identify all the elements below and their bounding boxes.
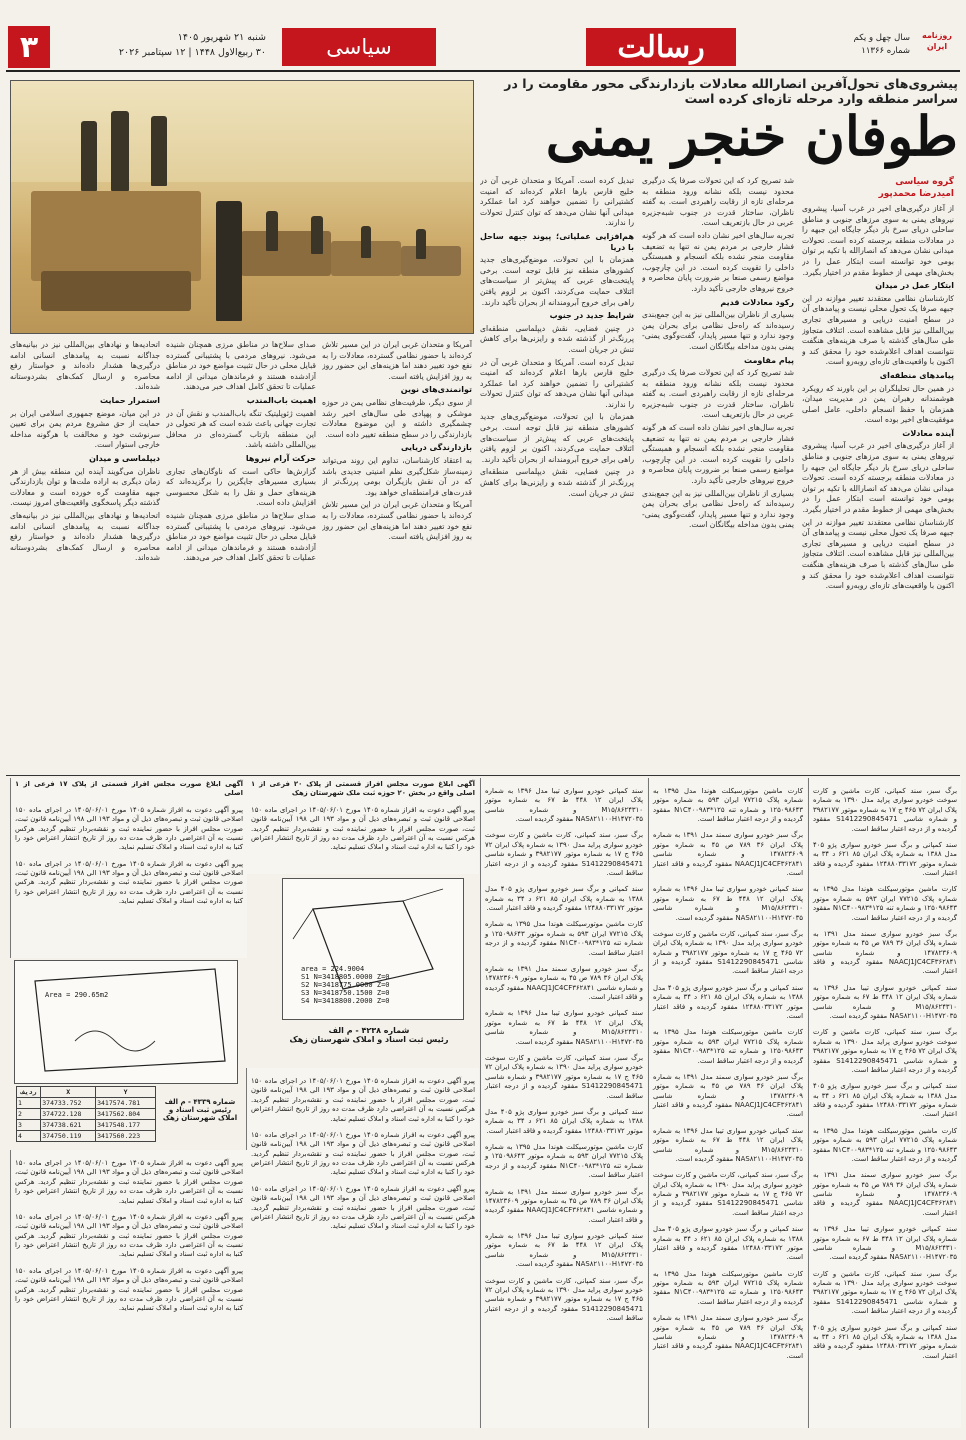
table-cell: 3417574.781 bbox=[96, 1098, 156, 1109]
lost-doc-item: برگ سبز خودرو سواری سمند مدل ۱۳۹۱ به شماره پلاک ایران ۳۶ ۷۸۹ ص ۴۵ به شماره موتور ۱۴۷۸۲۳۶۰۹ و شماره شاسی NAACJ1JC4CF۳۶۲۸۴۱ مفقود گردیده و فاقد اعتبار است. bbox=[485, 1187, 643, 1224]
survey-line bbox=[293, 909, 313, 939]
parcel-outline bbox=[35, 969, 225, 1071]
photo-person bbox=[111, 111, 129, 191]
article-paragraph: تبدیل کرده است. آمریکا و متحدان غربی آن در خلیج فارس بارها اعلام کرده‌اند که امنیت کشتیرانی را تضمین خواهند کرد اما عملکرد میدانی آنها نشان می‌دهد که توان کنترل تحولات را ندارند. bbox=[480, 357, 634, 409]
photo-person bbox=[361, 226, 371, 258]
article-paragraph: آمریکا و متحدان غربی ایران در این مسیر تلاش کرده‌اند با حضور نظامی گسترده، معادلات را به نفع خود تغییر دهند اما هزینه‌های این حضور روز به روز افزایش یافته است. bbox=[322, 340, 472, 381]
paper-tag: روزنامه ایران bbox=[922, 31, 952, 51]
date-block bbox=[56, 30, 266, 60]
signature-block bbox=[274, 1026, 464, 1044]
lost-doc-item: برگ سبز، سند کمپانی، کارت ماشین و کارت سوخت خودرو سواری پراید مدل ۱۳۹۰ به شماره پلاک ایران ۷۲ ۴۶۵ ج ۱۷ به شماره موتور ۳۹۸۲۱۷۷ و شماره شاسی S1412290845471 مفقود گردیده و از درجه اعتبار ساقط است. bbox=[485, 1053, 643, 1100]
article-column bbox=[802, 204, 954, 770]
article-subhead: حرکت آرام نیروها bbox=[245, 453, 316, 463]
article-paragraph: بسیاری از ناظران بین‌المللی نیز به این جمع‌بندی رسیده‌اند که راه‌حل نظامی برای بحران یمن وجود ندارد و تنها مسیر پایدار، گفت‌وگوی یمنی-یمنی بدون مداخله بیگانگان است. bbox=[642, 310, 794, 351]
lost-doc-item: سند کمپانی خودرو سواری تیبا مدل ۱۳۹۶ به شماره پلاک ایران ۱۲ ۴۴۸ ط ۶۷ به شماره موتور M۱۵/۸۶۲۴۳۱۰ و شماره شاسی NAS۸۲۱۱۰۰H۱۴۷۲۰۳۵ مفقود گردیده است. bbox=[485, 786, 644, 824]
article-paragraph: شد تصریح کرد که این تحولات صرفا یک درگیری محدود نیست بلکه نشانه ورود منطقه به مرحله‌ای تازه از رقابت راهبردی است. به گفته ناظران، ساختار قدرت در جنوب شبه‌جزیره عربی در حال بازتعریف است. bbox=[642, 176, 794, 228]
page-number: ۳ bbox=[8, 26, 50, 68]
partition-notice bbox=[10, 1150, 247, 1428]
article-subhead: پیام مقاومت bbox=[743, 355, 794, 365]
lost-doc-item: کارت ماشین موتورسیکلت هوندا مدل ۱۳۹۵ به شماره پلاک ۷۷۲۱۵ ایران ۵۹۳ به شماره موتور ۱۲۵۰۹۸۶۴۳ و شماره تنه ۱۲۵*N۱C۴۰۰۹۸۳ مفقود گردیده و از درجه اعتبار ساقط است. bbox=[485, 1143, 643, 1180]
table-row bbox=[17, 1131, 156, 1142]
table-cell: 374738.621 bbox=[41, 1120, 96, 1131]
lost-doc-item: سند کمپانی و برگ سبز خودرو سواری پژو ۴۰۵ مدل ۱۳۸۸ به شماره پلاک ایران ۸۵ ۶۲۱ د ۳۴ به شماره موتور ۱۲۴۸۸۰۳۳۱۷۲ مفقود گردیده و فاقد اعتبار است. bbox=[653, 983, 803, 1020]
lost-doc-item: کارت ماشین موتورسیکلت هوندا مدل ۱۳۹۵ به شماره پلاک ۷۷۲۱۵ ایران ۵۹۳ به شماره موتور ۱۲۵۰۹۸۶۴۳ و شماره تنه ۱۲۵*N۱C۴۰۰۹۸۳ مفقود گردیده و از درجه اعتبار ساقط است. bbox=[653, 1269, 803, 1306]
article-subhead: توانمندی‌های نوین bbox=[400, 385, 472, 395]
signature-scribble bbox=[75, 1031, 155, 1051]
table-header: Y bbox=[96, 1087, 156, 1098]
table-row bbox=[17, 1098, 156, 1109]
notice-body: پیرو آگهی دعوت به افراز شماره ۱۴۰۵ مورخ ۱۴۰۵/۰۶/۰۱ در اجرای ماده ۱۵۰ اصلاحی قانون ثبت و تبصره‌های ذیل آن و مواد ۱۹۳ الی ۱۹۸ آیین‌نامه قانون ثبت، صورت مجلس افراز با حضور نماینده ثبت و نقشه‌بردار تنظیم گردید. هرکس نسبت به آن اعتراضی دارد ظرف مدت ده روز از تاریخ انتشار اعتراض خود را کتبا به اداره ثبت اسناد و املاک تسلیم نماید. bbox=[15, 1212, 243, 1259]
coordinates-table bbox=[16, 1086, 156, 1142]
article-column bbox=[642, 176, 794, 770]
main-headline: طوفان خنجر یمنی bbox=[545, 104, 958, 168]
lost-doc-item: برگ سبز، سند کمپانی، کارت ماشین و کارت سوخت خودرو سواری پراید مدل ۱۳۹۰ به شماره پلاک ایران ۷۲ ۴۶۵ ج ۱۷ به شماره موتور ۳۹۸۲۱۷۷ و شماره شاسی S1412290845471 مفقود گردیده و از درجه اعتبار ساقط است. bbox=[485, 1276, 643, 1323]
notice-body: پیرو آگهی دعوت به افراز شماره ۱۴۰۵ مورخ ۱۴۰۵/۰۶/۰۱ در اجرای ماده ۱۵۰ اصلاحی قانون ثبت و تبصره‌های ذیل آن و مواد ۱۹۳ الی ۱۹۸ آیین‌نامه قانون ثبت، صورت مجلس افراز با حضور نماینده ثبت و نقشه‌بردار تنظیم گردید. هرکس نسبت به آن اعتراضی دارد ظرف مدت ده روز از تاریخ انتشار اعتراض خود را کتبا به اداره ثبت اسناد و املاک تسلیم نماید. bbox=[15, 859, 243, 906]
photo-person bbox=[416, 229, 426, 259]
notice-body: پیرو آگهی دعوت به افراز شماره ۱۴۰۵ مورخ ۱۴۰۵/۰۶/۰۱ در اجرای ماده ۱۵۰ اصلاحی قانون ثبت و تبصره‌های ذیل آن و مواد ۱۹۳ الی ۱۹۸ آیین‌نامه قانون ثبت، صورت مجلس افراز با حضور نماینده ثبت و نقشه‌بردار تنظیم گردید. هرکس نسبت به آن اعتراضی دارد ظرف مدت ده روز از تاریخ انتشار اعتراض خود را کتبا به اداره ثبت اسناد و املاک تسلیم نماید. bbox=[251, 1076, 475, 1123]
article-column bbox=[322, 340, 472, 770]
signature-block bbox=[160, 1098, 240, 1122]
article-paragraph: در چنین فضایی، نقش دیپلماسی منطقه‌ای پررنگ‌تر از گذشته شده و رایزنی‌ها برای کاهش تنش در جریان است. bbox=[480, 467, 634, 498]
notice-title: آگهی ابلاغ صورت مجلس افراز قسمتی از پلاک ۱۷ فرعی از ۱ اصلی bbox=[15, 780, 243, 798]
table-row bbox=[17, 1120, 156, 1131]
table-cell: 3417560.223 bbox=[96, 1131, 156, 1142]
cert-number: شماره ۴۲۳۸ - م الف bbox=[328, 1026, 410, 1035]
notice-body: پیرو آگهی دعوت به افراز شماره ۱۴۰۵ مورخ ۱۴۰۵/۰۶/۰۱ در اجرای ماده ۱۵۰ اصلاحی قانون ثبت و تبصره‌های ذیل آن و مواد ۱۹۳ الی ۱۹۸ آیین‌نامه قانون ثبت، صورت مجلس افراز با حضور نماینده ثبت و نقشه‌بردار تنظیم گردید. هرکس نسبت به آن اعتراضی دارد ظرف مدت ده روز از تاریخ انتشار اعتراض خود را کتبا به اداره ثبت اسناد و املاک تسلیم نماید. bbox=[251, 805, 475, 852]
article-paragraph: کارشناسان نظامی معتقدند تغییر موازنه در این جبهه صرفا یک تحول محلی نیست و پیامدهای آن در سطح امنیت دریایی و مسیرهای تجاری بین‌المللی نیز قابل مشاهده است. ائتلاف متجاوز طی سال‌های گذشته با صرف هزینه‌های هنگفت نتوانست اهداف اعلام‌شده خود را محقق کند و اکنون با واقعیت‌های تازه‌ای روبه‌رو است. bbox=[802, 517, 954, 591]
map-area-label: Area = 290.65m2 bbox=[45, 991, 109, 999]
cert-number: شماره ۴۳۳۹ - م الف bbox=[164, 1098, 236, 1106]
lost-doc-item: برگ سبز، سند کمپانی، کارت ماشین و کارت سوخت خودرو سواری پراید مدل ۱۳۹۰ به شماره پلاک ایران ۷۲ ۴۶۵ ج ۱۷ به شماره موتور ۳۹۸۲۱۷۷ و شماره شاسی S1412290845471 مفقود گردیده و از درجه اعتبار ساقط است. bbox=[813, 1028, 957, 1074]
table-header: ردیف bbox=[17, 1087, 41, 1098]
lost-doc-item: برگ سبز، سند کمپانی، کارت ماشین و کارت سوخت خودرو سواری پراید مدل ۱۳۹۰ به شماره پلاک ایران ۷۲ ۴۶۵ ج ۱۷ به شماره موتور ۳۹۸۲۱۷۷ و شماره شاسی S1412290845471 مفقود گردیده و از درجه اعتبار ساقط است. bbox=[653, 1171, 803, 1217]
lost-doc-item: سند کمپانی و برگ سبز خودرو سواری پژو ۴۰۵ مدل ۱۳۸۸ به شماره پلاک ایران ۸۵ ۶۲۱ د ۳۴ به شماره موتور ۱۲۴۸۸۰۳۳۱۷۲ مفقود گردیده و فاقد اعتبار است. bbox=[813, 840, 958, 878]
partition-notice bbox=[10, 778, 247, 958]
lost-doc-item: برگ سبز خودرو سواری سمند مدل ۱۳۹۱ به شماره پلاک ایران ۳۶ ۷۸۹ ص ۴۵ به شماره موتور ۱۴۷۸۲۳۶۰۹ و شماره شاسی NAACJ1JC4CF۳۶۲۸۴۱ مفقود گردیده و فاقد اعتبار است. bbox=[485, 964, 643, 1002]
article-paragraph: همزمان با این تحولات، موضع‌گیری‌های جدید کشورهای منطقه نیز قابل توجه است. برخی پایتخت‌های عربی که پیش‌تر از سیاست‌های ائتلاف حمایت می‌کردند، اکنون بر لزوم یافتن راهی برای خروج آبرومندانه از بحران تأکید دارند. bbox=[480, 412, 634, 464]
lost-doc-item: سند کمپانی و برگ سبز خودرو سواری پژو ۴۰۵ مدل ۱۳۸۸ به شماره پلاک ایران ۸۵ ۶۲۱ د ۳۴ به شماره موتور ۱۲۴۸۸۰۳۳۱۷۲ مفقود گردیده و فاقد اعتبار است. bbox=[485, 885, 643, 913]
table-cell: 374733.752 bbox=[41, 1098, 96, 1109]
article-column bbox=[480, 176, 634, 770]
article-paragraph: آمریکا و متحدان غربی ایران در این مسیر تلاش کرده‌اند با حضور نظامی گسترده، معادلات را به نفع خود تغییر دهند اما هزینه‌های این حضور روز به روز افزایش یافته است. bbox=[322, 500, 472, 542]
lost-doc-item: کارت ماشین موتورسیکلت هوندا مدل ۱۳۹۵ به شماره پلاک ۷۷۲۱۵ ایران ۵۹۳ به شماره موتور ۱۲۵۰۹۸۶۴۳ و شماره تنه ۱۲۵*N۱C۴۰۰۹۸۳ مفقود گردیده و از درجه اعتبار ساقط است. bbox=[813, 1126, 957, 1163]
survey-map bbox=[14, 960, 238, 1084]
article-paragraph: صدای سلاح‌ها در مناطق مرزی همچنان شنیده می‌شود. نیروهای مردمی با پشتیبانی گسترده قبایل محلی در حال تثبیت مواضع خود در مناطق آزادشده هستند و فرماندهان میدانی از ادامه عملیات تا تحقق کامل اهداف خبر می‌دهند. bbox=[166, 510, 316, 563]
article-subhead: پیامدهای منطقه‌ای bbox=[879, 370, 954, 380]
signature-title: رئیس ثبت اسناد و املاک شهرستان زهک bbox=[289, 1035, 449, 1044]
lost-doc-item: سند کمپانی خودرو سواری تیبا مدل ۱۳۹۶ به شماره پلاک ایران ۱۲ ۴۴۸ ط ۶۷ به شماره موتور M۱۵/۸۶۲۴۳۱۰ و شماره شاسی NAS۸۲۱۱۰۰H۱۴۷۲۰۳۵ مفقود گردیده است. bbox=[485, 1232, 644, 1269]
article-paragraph: از سوی دیگر، ظرفیت‌های نظامی یمن در حوزه موشکی و پهپادی طی سال‌های اخیر رشد چشمگیری داشته و این موضوع معادلات بازدارندگی را در سطح منطقه تغییر داده است. bbox=[322, 397, 472, 439]
lost-doc-item: برگ سبز خودرو سواری سمند مدل ۱۳۹۱ به شماره پلاک ایران ۳۶ ۷۸۹ ص ۴۵ به شماره موتور ۱۴۷۸۲۳۶۰۹ و شماره شاسی NAACJ1JC4CF۳۶۲۸۴۱ مفقود گردیده و فاقد اعتبار است. bbox=[653, 1314, 803, 1360]
byline-group: گروه سیاسی bbox=[895, 177, 954, 187]
notice-body: پیرو آگهی دعوت به افراز شماره ۱۴۰۵ مورخ ۱۴۰۵/۰۶/۰۱ در اجرای ماده ۱۵۰ اصلاحی قانون ثبت و تبصره‌های ذیل آن و مواد ۱۹۳ الی ۱۹۸ آیین‌نامه قانون ثبت، صورت مجلس افراز با حضور نماینده ثبت و نقشه‌بردار تنظیم گردید. هرکس نسبت به آن اعتراضی دارد ظرف مدت ده روز از تاریخ انتشار اعتراض خود را کتبا به اداره ثبت اسناد و املاک تسلیم نماید. bbox=[15, 1266, 243, 1313]
table-header: X bbox=[41, 1087, 96, 1098]
article-subhead: آینده معادلات bbox=[902, 428, 954, 438]
notice-body: پیرو آگهی دعوت به افراز شماره ۱۴۰۵ مورخ ۱۴۰۵/۰۶/۰۱ در اجرای ماده ۱۵۰ اصلاحی قانون ثبت و تبصره‌های ذیل آن و مواد ۱۹۳ الی ۱۹۸ آیین‌نامه قانون ثبت، صورت مجلس افراز با حضور نماینده ثبت و نقشه‌بردار تنظیم گردید. هرکس نسبت به آن اعتراضی دارد ظرف مدت ده روز از تاریخ انتشار اعتراض خود را کتبا به اداره ثبت اسناد و املاک تسلیم نماید. bbox=[251, 1184, 475, 1231]
lost-doc-item: برگ سبز، سند کمپانی، کارت ماشین و کارت سوخت خودرو سواری پراید مدل ۱۳۹۰ به شماره پلاک ایران ۷۲ ۴۶۵ ج ۱۷ به شماره موتور ۳۹۸۲۱۷۷ و شماره شاسی S1412290845471 مفقود گردیده و از درجه اعتبار ساقط است. bbox=[485, 831, 643, 878]
photo-person bbox=[151, 116, 167, 186]
survey-line bbox=[403, 889, 443, 901]
lost-doc-item: سند کمپانی و برگ سبز خودرو سواری پژو ۴۰۵ مدل ۱۳۸۸ به شماره پلاک ایران ۸۵ ۶۲۱ د ۳۴ به شماره موتور ۱۲۴۸۸۰۳۳۱۷۲ مفقود گردیده و فاقد اعتبار است. bbox=[653, 1225, 803, 1262]
photo-person bbox=[311, 216, 323, 254]
map-point: S2 N=3418775.0000 Z=0 bbox=[301, 981, 390, 989]
article-subhead: ابتکار عمل در میدان bbox=[875, 281, 954, 291]
article-column bbox=[166, 340, 316, 770]
issue-year: سال چهل و یکم bbox=[853, 33, 910, 43]
photo-truck bbox=[41, 271, 191, 311]
article-paragraph: تجربه سال‌های اخیر نشان داده است که هر گونه فشار خارجی بر مردم یمن نه تنها به تضعیف مقاومت منجر نشده بلکه انسجام و همبستگی داخلی را تقویت کرده است. در این چارچوب، مواضع رسمی صنعا بر ضرورت پایان محاصره و خروج نیروهای خارجی تأکید دارد. bbox=[642, 423, 794, 486]
lost-doc-item: سند کمپانی خودرو سواری تیبا مدل ۱۳۹۶ به شماره پلاک ایران ۱۲ ۴۴۸ ط ۶۷ به شماره موتور M۱۵/۸۶۲۴۳۱۰ و شماره شاسی NAS۸۲۱۱۰۰H۱۴۷۲۰۳۵ مفقود گردیده است. bbox=[485, 1009, 644, 1046]
article-paragraph: تبدیل کرده است. آمریکا و متحدان غربی آن در خلیج فارس بارها اعلام کرده‌اند که امنیت کشتیرانی را تضمین خواهند کرد اما عملکرد میدانی آنها نشان می‌دهد که توان کنترل تحولات را ندارند. bbox=[480, 176, 634, 228]
lost-doc-item: سند کمپانی خودرو سواری تیبا مدل ۱۳۹۶ به شماره پلاک ایران ۱۲ ۴۴۸ ط ۶۷ به شماره موتور M۱۵/۸۶۲۴۳۱۰ و شماره شاسی NAS۸۲۱۱۰۰H۱۴۷۲۰۳۵ مفقود گردیده است. bbox=[653, 1126, 804, 1163]
article-paragraph: در چنین فضایی، نقش دیپلماسی منطقه‌ای پررنگ‌تر از گذشته شده و رایزنی‌ها برای کاهش تنش در جریان است. bbox=[480, 323, 634, 354]
article-subhead: دیپلماسی و میدان bbox=[89, 453, 160, 463]
date-line-1: شنبه ۲۱ شهریور ۱۴۰۵ bbox=[177, 32, 266, 43]
article-paragraph: در همین حال تحلیلگران بر این باورند که رویکرد هوشمندانه رهبران یمن در مدیریت میدان، همزمان با حفظ انسجام داخلی، عامل اصلی موفقیت‌های اخیر بوده است. bbox=[802, 383, 954, 425]
article-subhead: اهمیت باب‌المندب bbox=[246, 395, 316, 405]
photo-person bbox=[216, 201, 242, 321]
section-divider bbox=[6, 775, 960, 776]
notice-title: آگهی ابلاغ صورت مجلس افراز قسمتی از پلاک ۲۰ فرعی از ۱ اصلی واقع در بخش ۲۰ حوزه ثبت ملک شهرستان زهک bbox=[251, 780, 475, 798]
article-paragraph: از آغاز درگیری‌های اخیر در غرب آسیا، پیشروی نیروهای یمنی به سوی مرزهای جنوبی و مناطق ساحلی دریای سرخ بار دیگر جایگاه این جبهه را در معادلات منطقه برجسته کرده است. تحولات میدانی نشان می‌دهد که انصارالله با تکیه بر توان بومی خود توانسته است ابتکار عمل را در بخش‌های مهمی از خطوط مقدم در اختیار بگیرد. bbox=[802, 441, 954, 515]
article-subhead: بازدارندگی دریایی bbox=[400, 443, 472, 453]
notice-body: پیرو آگهی دعوت به افراز شماره ۱۴۰۵ مورخ ۱۴۰۵/۰۶/۰۱ در اجرای ماده ۱۵۰ اصلاحی قانون ثبت و تبصره‌های ذیل آن و مواد ۱۹۳ الی ۱۹۸ آیین‌نامه قانون ثبت، صورت مجلس افراز با حضور نماینده ثبت و نقشه‌بردار تنظیم گردید. هرکس نسبت به آن اعتراضی دارد ظرف مدت ده روز از تاریخ انتشار اعتراض خود را کتبا به اداره ثبت اسناد و املاک تسلیم نماید. bbox=[15, 1158, 243, 1205]
byline-author: امیدرضا محمدپور bbox=[878, 189, 954, 199]
table-cell: 3417548.177 bbox=[96, 1120, 156, 1131]
table-cell: 3 bbox=[17, 1120, 41, 1131]
article-paragraph: اتحادیه‌ها و نهادهای بین‌المللی نیز در بیانیه‌های جداگانه نسبت به پیامدهای انسانی ادامه درگیری‌ها هشدار داده‌اند و خواستار رفع محاصره و ارسال کمک‌های بشردوستانه شده‌اند. bbox=[10, 340, 160, 392]
headline-kicker: پیشروی‌های تحول‌آفرین انصارالله معادلات بازدارندگی محور مقاومت را در سراسر منطقه وارد مرحله تازه‌ای کرده است bbox=[504, 76, 958, 106]
lost-docs-column bbox=[648, 778, 807, 1428]
table-row bbox=[17, 1109, 156, 1120]
map-point: S1 N=3418805.0000 Z=0 bbox=[301, 973, 390, 981]
issue-number: شماره ۱۱۳۶۶ bbox=[861, 46, 910, 56]
byline bbox=[802, 176, 954, 200]
notice-body: پیرو آگهی دعوت به افراز شماره ۱۴۰۵ مورخ ۱۴۰۵/۰۶/۰۱ در اجرای ماده ۱۵۰ اصلاحی قانون ثبت و تبصره‌های ذیل آن و مواد ۱۹۳ الی ۱۹۸ آیین‌نامه قانون ثبت، صورت مجلس افراز با حضور نماینده ثبت و نقشه‌بردار تنظیم گردید. هرکس نسبت به آن اعتراضی دارد ظرف مدت ده روز از تاریخ انتشار اعتراض خود را کتبا به اداره ثبت اسناد و املاک تسلیم نماید. bbox=[15, 805, 243, 852]
lost-doc-item: برگ سبز، سند کمپانی، کارت ماشین و کارت سوخت خودرو سواری پراید مدل ۱۳۹۰ به شماره پلاک ایران ۷۲ ۴۶۵ ج ۱۷ به شماره موتور ۳۹۸۲۱۷۷ و شماره شاسی S1412290845471 مفقود گردیده و از درجه اعتبار ساقط است. bbox=[813, 786, 957, 833]
lost-doc-item: برگ سبز خودرو سواری سمند مدل ۱۳۹۱ به شماره پلاک ایران ۳۶ ۷۸۹ ص ۴۵ به شماره موتور ۱۴۷۸۲۳۶۰۹ و شماره شاسی NAACJ1JC4CF۳۶۲۸۴۱ مفقود گردیده و فاقد اعتبار است. bbox=[813, 1171, 957, 1217]
article-paragraph: در این میان، موضع جمهوری اسلامی ایران بر حمایت از حق مشروع مردم یمن برای تعیین سرنوشت خود و مخالفت با هرگونه مداخله خارجی استوار است. bbox=[10, 408, 160, 450]
article-paragraph: شد تصریح کرد که این تحولات صرفا یک درگیری محدود نیست بلکه نشانه ورود منطقه به مرحله‌ای تازه از رقابت راهبردی است. به گفته ناظران، ساختار قدرت در جنوب شبه‌جزیره عربی در حال بازتعریف است. bbox=[642, 368, 794, 420]
lost-doc-item: کارت ماشین موتورسیکلت هوندا مدل ۱۳۹۵ به شماره پلاک ۷۷۲۱۵ ایران ۵۹۳ به شماره موتور ۱۲۵۰۹۸۶۴۳ و شماره تنه ۱۲۵*N۱C۴۰۰۹۸۳ مفقود گردیده و از درجه اعتبار ساقط است. bbox=[813, 885, 957, 922]
photo-person bbox=[81, 121, 97, 191]
table-cell: 374750.119 bbox=[41, 1131, 96, 1142]
newspaper-logo: رسالت bbox=[586, 28, 736, 66]
partition-notice bbox=[246, 1068, 479, 1428]
lost-docs-column bbox=[808, 778, 961, 1428]
article-paragraph: اتحادیه‌ها و نهادهای بین‌المللی نیز در بیانیه‌های جداگانه نسبت به پیامدهای انسانی ادامه درگیری‌ها هشدار داده‌اند و خواستار رفع محاصره و ارسال کمک‌های بشردوستانه شده‌اند. bbox=[10, 510, 160, 563]
lost-docs-column bbox=[480, 778, 647, 1428]
lost-doc-item: سند کمپانی و برگ سبز خودرو سواری پژو ۴۰۵ مدل ۱۳۸۸ به شماره پلاک ایران ۸۵ ۶۲۱ د ۳۴ به شماره موتور ۱۲۴۸۸۰۳۳۱۷۲ مفقود گردیده و فاقد اعتبار است. bbox=[485, 1107, 643, 1135]
article-paragraph: صدای سلاح‌ها در مناطق مرزی همچنان شنیده می‌شود. نیروهای مردمی با پشتیبانی گسترده قبایل محلی در حال تثبیت مواضع خود در مناطق آزادشده هستند و فرماندهان میدانی از ادامه عملیات تا تحقق کامل اهداف خبر می‌دهند. bbox=[166, 340, 316, 392]
signature-title: رئیس ثبت اسناد و املاک شهرستان زهک bbox=[162, 1106, 238, 1122]
classifieds-area bbox=[6, 778, 960, 1430]
lost-doc-item: کارت ماشین موتورسیکلت هوندا مدل ۱۳۹۵ به شماره پلاک ۷۷۲۱۵ ایران ۵۹۳ به شماره موتور ۱۲۵۰۹۸۶۴۳ و شماره تنه ۱۲۵*N۱C۴۰۰۹۸۳ مفقود گردیده و از درجه اعتبار ساقط است. bbox=[653, 1028, 803, 1065]
map-point-list bbox=[301, 965, 390, 1005]
lost-doc-item: سند کمپانی خودرو سواری تیبا مدل ۱۳۹۶ به شماره پلاک ایران ۱۲ ۴۴۸ ط ۶۷ به شماره موتور M۱۵/۸۶۲۴۳۱۰ و شماره شاسی NAS۸۲۱۱۰۰H۱۴۷۲۰۳۵ مفقود گردیده است. bbox=[653, 885, 804, 922]
survey-map-drawing bbox=[15, 961, 237, 1083]
lost-doc-item: سند کمپانی خودرو سواری تیبا مدل ۱۳۹۶ به شماره پلاک ایران ۱۲ ۴۴۸ ط ۶۷ به شماره موتور M۱۵/۸۶۲۴۳۱۰ و شماره شاسی NAS۸۲۱۱۰۰H۱۴۷۲۰۳۵ مفقود گردیده است. bbox=[813, 983, 958, 1020]
lost-doc-item: سند کمپانی و برگ سبز خودرو سواری پژو ۴۰۵ مدل ۱۳۸۸ به شماره پلاک ایران ۸۵ ۶۲۱ د ۳۴ به شماره موتور ۱۲۴۸۸۰۳۳۱۷۲ مفقود گردیده و فاقد اعتبار است. bbox=[813, 1323, 958, 1360]
table-cell: 1 bbox=[17, 1098, 41, 1109]
photo-person bbox=[266, 211, 278, 251]
article-subhead: استمرار حمایت bbox=[100, 395, 160, 405]
article-paragraph: ناظران می‌گویند آینده این منطقه بیش از هر زمان دیگری به اراده ملت‌ها و توان بازدارندگی جبهه مقاومت گره خورده است و معادلات گذشته دیگر پاسخگوی واقعیت‌های امروز نیست. bbox=[10, 466, 160, 508]
article-column bbox=[10, 340, 160, 770]
article-paragraph: بسیاری از ناظران بین‌المللی نیز به این جمع‌بندی رسیده‌اند که راه‌حل نظامی برای بحران یمن وجود ندارد و تنها مسیر پایدار، گفت‌وگوی یمنی-یمنی بدون مداخله بیگانگان است. bbox=[642, 488, 794, 530]
partition-notice bbox=[246, 778, 479, 874]
article-paragraph: گزارش‌ها حاکی است که ناوگان‌های تجاری بسیاری مسیرهای جایگزین را برگزیده‌اند که هزینه‌های حمل و نقل را به شکل محسوسی افزایش داده است. bbox=[166, 466, 316, 508]
survey-map bbox=[282, 878, 464, 1020]
article-subhead: هم‌افزایی عملیاتی؛ پیوند جبهه ساحل با دریا bbox=[480, 231, 634, 252]
article-subhead: رکود معادلات قدیم bbox=[720, 297, 794, 307]
section-tab[interactable]: سیاسی bbox=[282, 28, 436, 66]
lost-doc-item: برگ سبز خودرو سواری سمند مدل ۱۳۹۱ به شماره پلاک ایران ۳۶ ۷۸۹ ص ۴۵ به شماره موتور ۱۴۷۸۲۳۶۰۹ و شماره شاسی NAACJ1JC4CF۳۶۲۸۴۱ مفقود گردیده و فاقد اعتبار است. bbox=[653, 831, 803, 878]
table-cell: 3417562.804 bbox=[96, 1109, 156, 1120]
lost-doc-item: برگ سبز خودرو سواری سمند مدل ۱۳۹۱ به شماره پلاک ایران ۳۶ ۷۸۹ ص ۴۵ به شماره موتور ۱۴۷۸۲۳۶۰۹ و شماره شاسی NAACJ1JC4CF۳۶۲۸۴۱ مفقود گردیده و فاقد اعتبار است. bbox=[813, 929, 957, 976]
lost-doc-item: برگ سبز، سند کمپانی، کارت ماشین و کارت سوخت خودرو سواری پراید مدل ۱۳۹۰ به شماره پلاک ایران ۷۲ ۴۶۵ ج ۱۷ به شماره موتور ۳۹۸۲۱۷۷ و شماره شاسی S1412290845471 مفقود گردیده و از درجه اعتبار ساقط است. bbox=[653, 929, 803, 976]
issue-block bbox=[848, 32, 910, 58]
map-point: S3 N=3418750.1500 Z=0 bbox=[301, 989, 390, 997]
lead-photo bbox=[10, 80, 474, 334]
date-line-2: ۳۰ ربیع‌الاول ۱۴۴۸ | ۱۲ سپتامبر ۲۰۲۶ bbox=[118, 47, 266, 58]
article-paragraph: همزمان با این تحولات، موضع‌گیری‌های جدید کشورهای منطقه نیز قابل توجه است. برخی پایتخت‌های عربی که پیش‌تر از سیاست‌های ائتلاف حمایت می‌کردند، اکنون بر لزوم یافتن راهی برای خروج آبرومندانه از بحران تأکید دارند. bbox=[480, 255, 634, 307]
lost-doc-item: سند کمپانی و برگ سبز خودرو سواری پژو ۴۰۵ مدل ۱۳۸۸ به شماره پلاک ایران ۸۵ ۶۲۱ د ۳۴ به شماره موتور ۱۲۴۸۸۰۳۳۱۷۲ مفقود گردیده و فاقد اعتبار است. bbox=[813, 1082, 958, 1119]
map-point: S4 N=3418800.2000 Z=0 bbox=[301, 997, 390, 1005]
lost-doc-item: کارت ماشین موتورسیکلت هوندا مدل ۱۳۹۵ به شماره پلاک ۷۷۲۱۵ ایران ۵۹۳ به شماره موتور ۱۲۵۰۹۸۶۴۳ و شماره تنه ۱۲۵*N۱C۴۰۰۹۸۳ مفقود گردیده و از درجه اعتبار ساقط است. bbox=[653, 786, 803, 824]
lost-doc-item: سند کمپانی خودرو سواری تیبا مدل ۱۳۹۶ به شماره پلاک ایران ۱۲ ۴۴۸ ط ۶۷ به شماره موتور M۱۵/۸۶۲۴۳۱۰ و شماره شاسی NAS۸۲۱۱۰۰H۱۴۷۲۰۳۵ مفقود گردیده است. bbox=[813, 1225, 958, 1262]
article-paragraph: به اعتقاد کارشناسان، تداوم این روند می‌تواند زمینه‌ساز شکل‌گیری نظم امنیتی جدیدی باشد که در آن نقش بازیگران بومی پررنگ‌تر از قدرت‌های فرامنطقه‌ای خواهد بود. bbox=[322, 455, 472, 497]
article-paragraph: تجربه سال‌های اخیر نشان داده است که هر گونه فشار خارجی بر مردم یمن نه تنها به تضعیف مقاومت منجر نشده بلکه انسجام و همبستگی داخلی را تقویت کرده است. در این چارچوب، مواضع رسمی صنعا بر ضرورت پایان محاصره و خروج نیروهای خارجی تأکید دارد. bbox=[642, 230, 794, 293]
lost-doc-item: برگ سبز خودرو سواری سمند مدل ۱۳۹۱ به شماره پلاک ایران ۳۶ ۷۸۹ ص ۴۵ به شماره موتور ۱۴۷۸۲۳۶۰۹ و شماره شاسی NAACJ1JC4CF۳۶۲۸۴۱ مفقود گردیده و فاقد اعتبار است. bbox=[653, 1072, 803, 1119]
article-subhead: شرایط جدید در جنوب bbox=[549, 311, 634, 321]
article-paragraph: اهمیت ژئوپلیتیک تنگه باب‌المندب و نقش آن در تجارت جهانی باعث شده است که هر تحولی در این منطقه بازتاب گسترده‌ای در محافل بین‌المللی داشته باشد. bbox=[166, 408, 316, 450]
lost-doc-item: کارت ماشین موتورسیکلت هوندا مدل ۱۳۹۵ به شماره پلاک ۷۷۲۱۵ ایران ۵۹۳ به شماره موتور ۱۲۵۰۹۸۶۴۳ و شماره تنه ۱۲۵*N۱C۴۰۰۹۸۳ مفقود گردیده و از درجه اعتبار ساقط است. bbox=[485, 920, 643, 957]
photo-truck bbox=[31, 191, 201, 281]
article-paragraph: از آغاز درگیری‌های اخیر در غرب آسیا، پیشروی نیروهای یمنی به سوی مرزهای جنوبی و مناطق ساحلی دریای سرخ بار دیگر جایگاه این جبهه را در معادلات منطقه برجسته کرده است. تحولات میدانی نشان می‌دهد که انصارالله با تکیه بر توان بومی خود توانسته است ابتکار عمل را در بخش‌های مهمی از خطوط مقدم در اختیار بگیرد. bbox=[802, 204, 954, 277]
photo-truck bbox=[401, 246, 461, 276]
article-paragraph: کارشناسان نظامی معتقدند تغییر موازنه در این جبهه صرفا یک تحول محلی نیست و پیامدهای آن در سطح امنیت دریایی و مسیرهای تجاری بین‌المللی نیز قابل مشاهده است. ائتلاف متجاوز طی سال‌های گذشته با صرف هزینه‌های هنگفت نتوانست اهداف اعلام‌شده خود را محقق کند و اکنون با واقعیت‌های تازه‌ای روبه‌رو است. bbox=[802, 293, 954, 367]
table-cell: 374722.128 bbox=[41, 1109, 96, 1120]
map-area-label: area = 224.9004 bbox=[301, 965, 365, 973]
table-cell: 4 bbox=[17, 1131, 41, 1142]
notice-body: پیرو آگهی دعوت به افراز شماره ۱۴۰۵ مورخ ۱۴۰۵/۰۶/۰۱ در اجرای ماده ۱۵۰ اصلاحی قانون ثبت و تبصره‌های ذیل آن و مواد ۱۹۳ الی ۱۹۸ آیین‌نامه قانون ثبت، صورت مجلس افراز با حضور نماینده ثبت و نقشه‌بردار تنظیم گردید. هرکس نسبت به آن اعتراضی دارد ظرف مدت ده روز از تاریخ انتشار اعتراض خود را کتبا به اداره ثبت اسناد و املاک تسلیم نماید. bbox=[251, 1130, 475, 1177]
table-cell: 2 bbox=[17, 1109, 41, 1120]
lost-doc-item: برگ سبز، سند کمپانی، کارت ماشین و کارت سوخت خودرو سواری پراید مدل ۱۳۹۰ به شماره پلاک ایران ۷۲ ۴۶۵ ج ۱۷ به شماره موتور ۳۹۸۲۱۷۷ و شماره شاسی S1412290845471 مفقود گردیده و از درجه اعتبار ساقط است. bbox=[813, 1269, 957, 1316]
